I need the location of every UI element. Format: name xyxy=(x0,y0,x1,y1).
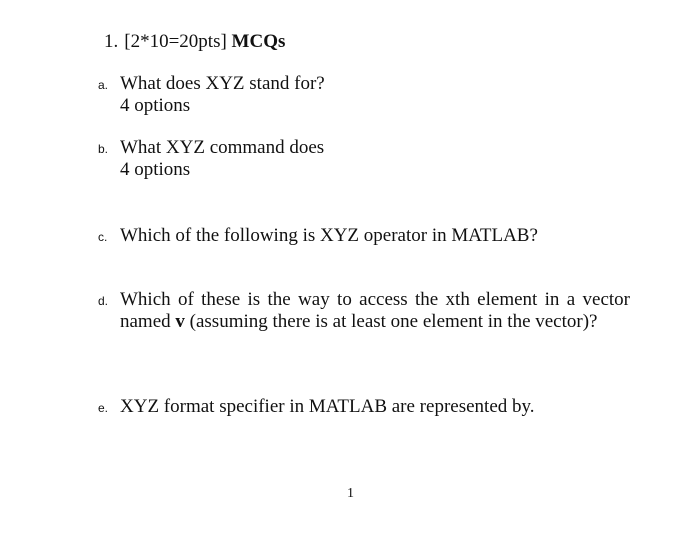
item-text-line-1: Which of these is the way to access the xth element in a vector xyxy=(120,289,630,310)
item-note: 4 options xyxy=(120,159,191,180)
question-number: 1. xyxy=(104,31,119,52)
question-item-c xyxy=(98,225,630,247)
item-text-post: (assuming there is at least one element in the vector)? xyxy=(184,311,598,332)
page-number: 1 xyxy=(347,486,354,501)
item-text-pre: named xyxy=(120,311,176,332)
item-marker: d. xyxy=(98,294,109,308)
question-heading xyxy=(104,30,285,54)
item-text: What XYZ command does xyxy=(120,137,325,158)
question-points: [2*10=20pts] xyxy=(124,31,227,52)
item-text: XYZ format specifier in MATLAB are represented by. xyxy=(120,396,535,417)
question-title: MCQs xyxy=(231,31,286,52)
question-item-b xyxy=(98,137,630,181)
item-text-bold-variable: v xyxy=(175,311,185,332)
question-item-d xyxy=(98,289,630,333)
question-item-e xyxy=(98,396,630,418)
item-marker: c. xyxy=(98,230,108,244)
item-text: What does XYZ stand for? xyxy=(120,73,325,94)
item-marker: a. xyxy=(98,78,109,92)
item-text: Which of the following is XYZ operator in MATLAB? xyxy=(120,225,538,246)
item-text-line-2 xyxy=(120,311,630,333)
item-marker: b. xyxy=(98,142,109,156)
question-item-a xyxy=(98,73,630,117)
item-note: 4 options xyxy=(120,95,191,116)
item-marker: e. xyxy=(98,401,109,415)
